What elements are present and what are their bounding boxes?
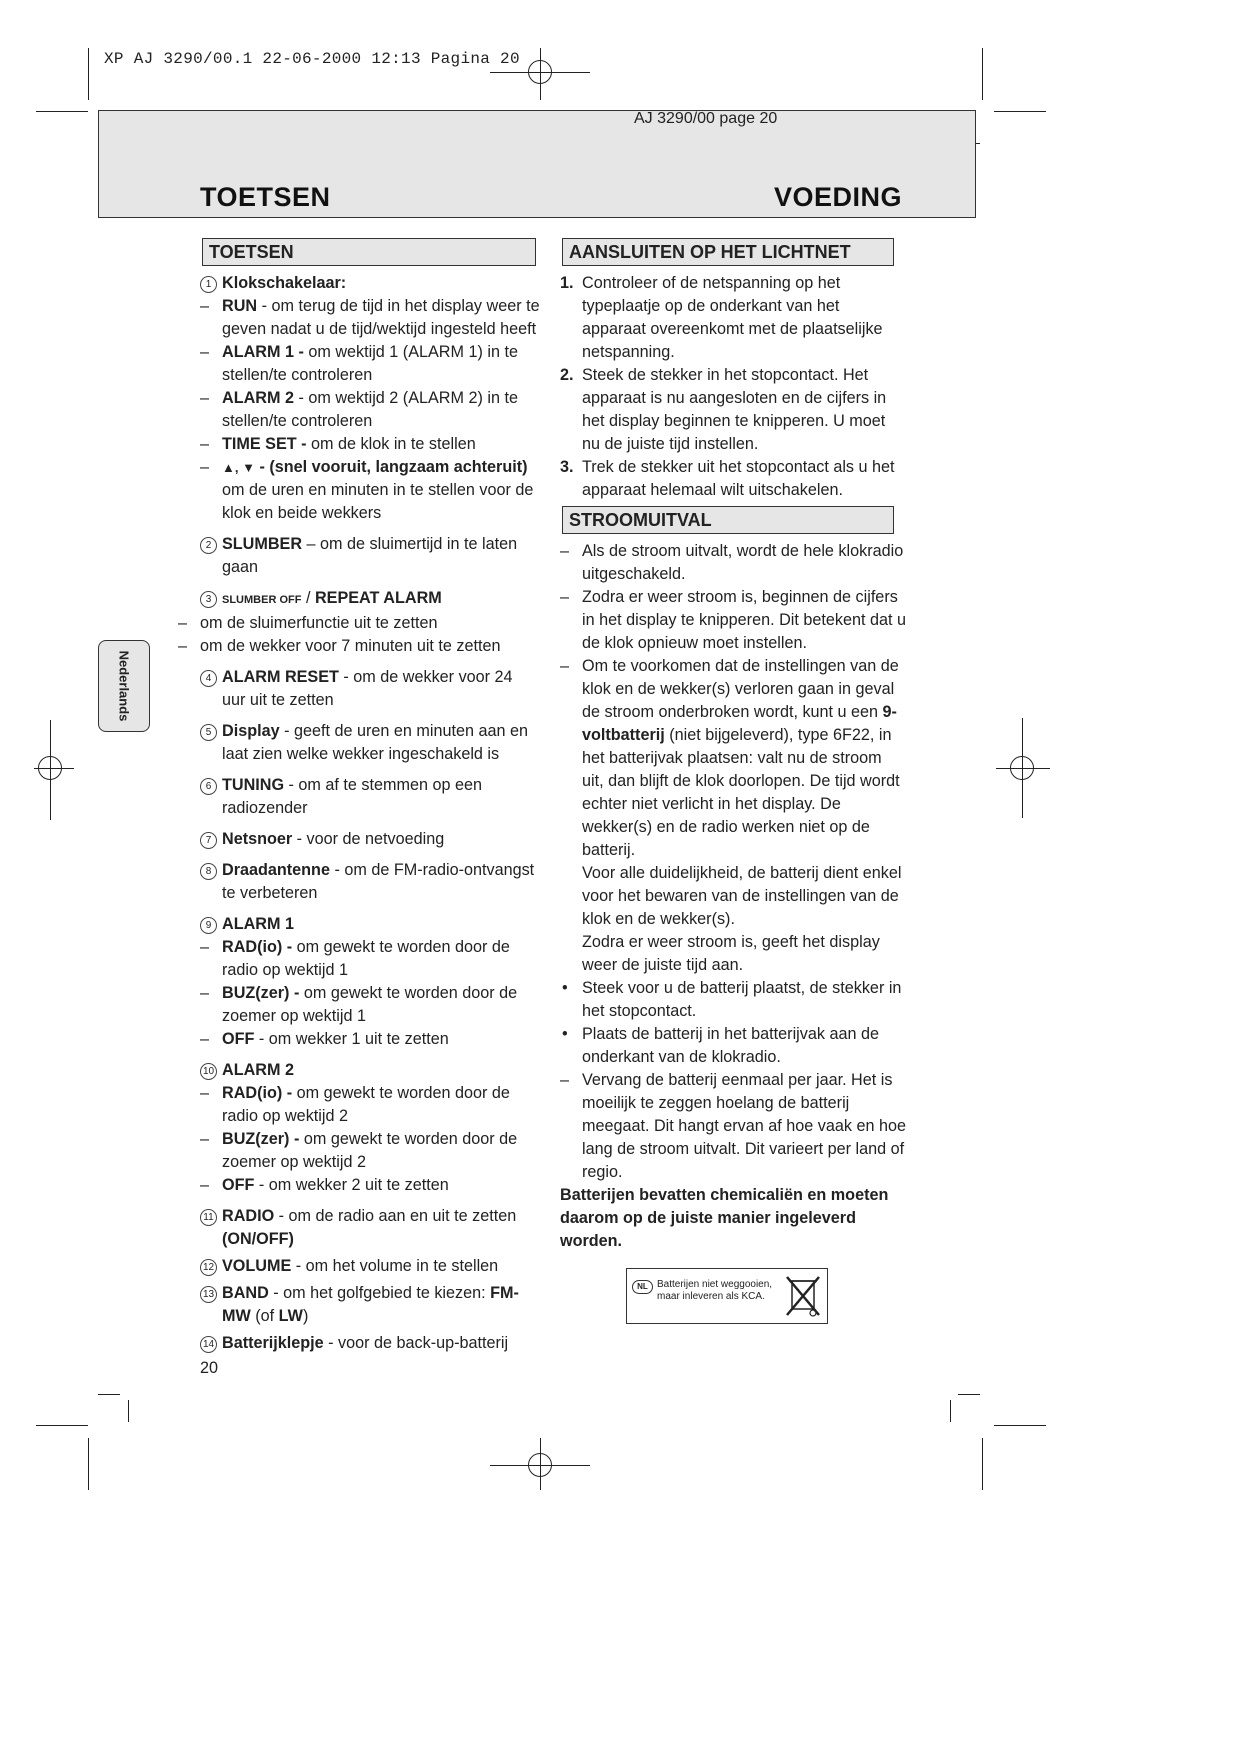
list-item xyxy=(200,387,540,433)
item-text: Controleer of de netspanning op het typeplaatje op de onderkant van het apparaat overeenkomt met de plaatselijke netspanning. xyxy=(582,274,883,361)
list-item xyxy=(200,533,540,579)
item-text: Plaats de batterij in het batterijvak aan de onderkant van de klokradio. xyxy=(582,1025,879,1066)
list-item xyxy=(560,655,906,977)
item-text: Als de stroom uitvalt, wordt de hele klokradio uitgeschakeld. xyxy=(582,542,904,583)
crossed-bin-icon xyxy=(783,1273,823,1319)
list-item xyxy=(200,341,540,387)
list-item xyxy=(560,977,906,1023)
item-number: 1 xyxy=(200,276,217,293)
item-text: Zodra er weer stroom is, beginnen de cijfers in het display te knipperen. Dit betekent dat u de klok opnieuw moet instellen. xyxy=(582,588,906,652)
key-label: LW xyxy=(278,1307,303,1325)
key-label: OFF xyxy=(222,1176,255,1194)
item-number: 10 xyxy=(200,1063,217,1080)
language-tab-label: Nederlands xyxy=(116,650,132,722)
list-item xyxy=(200,859,540,905)
item-text: (of xyxy=(250,1307,279,1325)
item-number: 7 xyxy=(200,832,217,849)
item-number: 5 xyxy=(200,724,217,741)
key-label: ALARM RESET xyxy=(222,668,339,686)
list-item xyxy=(560,540,906,586)
item-text: - om de wekker voor 24 uur uit te zetten xyxy=(222,668,513,709)
item-number: 8 xyxy=(200,863,217,880)
list-item xyxy=(200,1128,540,1174)
item-text: - geeft de uren en minuten aan en laat zien welke wekker ingeschakeld is xyxy=(222,722,528,763)
item-text: - om het golfgebied te kiezen: xyxy=(268,1284,491,1302)
proof-header: XP AJ 3290/00.1 22-06-2000 12:13 Pagina 20 xyxy=(104,50,520,68)
list-item xyxy=(200,1205,540,1251)
separator: / xyxy=(301,589,315,607)
item-number: 6 xyxy=(200,778,217,795)
item-text: - om wekker 1 uit te zetten xyxy=(254,1030,449,1048)
key-label: Display xyxy=(222,722,280,740)
page-reference: AJ 3290/00 page 20 xyxy=(634,110,778,127)
list-item xyxy=(200,982,540,1028)
item-text: - om de FM-radio-ontvangst te verbeteren xyxy=(222,861,535,902)
item-number: 13 xyxy=(200,1286,217,1303)
key-label: - (snel vooruit, langzaam achteruit) xyxy=(254,458,528,476)
list-item xyxy=(200,913,540,936)
item-text: - om wekker 2 uit te zetten xyxy=(254,1176,449,1194)
list-item xyxy=(200,666,540,712)
list-item xyxy=(560,364,906,456)
item-text: Steek de stekker in het stopcontact. Het apparaat is nu aangesloten en de cijfers in het display beginnen te knipperen. U moet nu de juiste tijd instellen. xyxy=(582,366,887,453)
item-text: Om te voorkomen dat de instellingen van de klok en de wekker(s) verloren gaan in geval de stroom onderbroken wordt, kunt u een xyxy=(582,657,899,721)
key-label: (ON/OFF) xyxy=(222,1230,294,1248)
item-text: - om het volume in te stellen xyxy=(291,1257,499,1275)
key-label: VOLUME xyxy=(222,1257,292,1275)
item-text: om gewekt te worden door de radio op wektijd 1 xyxy=(222,938,510,979)
item-text: om de wekker voor 7 minuten uit te zetten xyxy=(200,637,501,655)
list-item xyxy=(200,1282,540,1328)
list-item xyxy=(560,1069,906,1184)
item-number: 14 xyxy=(200,1336,217,1353)
item-title: Klokschakelaar: xyxy=(222,274,347,292)
item-number: 11 xyxy=(200,1209,217,1226)
item-text: - om af te stemmen op een radiozender xyxy=(222,776,482,817)
item-text: - om terug de tijd in het display weer te geven nadat u de tijd/wektijd ingesteld heeft xyxy=(222,297,540,338)
step-number: 2. xyxy=(560,366,574,384)
section-header-lichtnet: AANSLUITEN OP HET LICHTNET xyxy=(562,238,894,266)
list-item xyxy=(200,1028,540,1051)
item-text: om gewekt te worden door de zoemer op wektijd 2 xyxy=(222,1130,518,1171)
mains-steps xyxy=(560,272,906,502)
section-header-toetsen: TOETSEN xyxy=(202,238,536,266)
section-header-stroomuitval: STROOMUITVAL xyxy=(562,506,894,534)
list-item xyxy=(200,272,540,295)
item-text: om gewekt te worden door de radio op wektijd 2 xyxy=(222,1084,510,1125)
item-text: om de sluimerfunctie uit te zetten xyxy=(200,614,438,632)
list-item xyxy=(560,586,906,655)
list-item xyxy=(560,272,906,364)
key-label: Draadantenne xyxy=(222,861,330,879)
key-label: ALARM 2 xyxy=(222,1061,294,1079)
item-text: - voor de netvoeding xyxy=(292,830,445,848)
list-item xyxy=(200,295,540,341)
list-item xyxy=(200,1082,540,1128)
item-text: Voor alle duidelijkheid, de batterij dient enkel voor het bewaren van de instellingen van de klok en de wekker(s). xyxy=(582,864,902,928)
item-text-bold: 9-voltbatterij xyxy=(582,703,897,744)
item-text: ) xyxy=(302,1307,309,1325)
key-label: RAD(io) - xyxy=(222,938,293,956)
list-item xyxy=(200,1332,540,1355)
item-text: Vervang de batterij eenmaal per jaar. Het is moeilijk te zeggen hoelang de batterij meegaat. Dit hangt ervan af hoe vaak en hoe lang de stroom uitvalt. Dit varieert per land of regio. xyxy=(582,1071,906,1181)
item-text: Zodra er weer stroom is, geeft het display weer de juiste tijd aan. xyxy=(582,933,880,974)
page-number: 20 xyxy=(200,1359,219,1377)
item-text: – om de sluimertijd in te laten gaan xyxy=(222,535,518,576)
key-label: SLUMBER xyxy=(222,535,303,553)
key-label: RUN xyxy=(222,297,258,315)
list-item xyxy=(200,456,540,525)
list-item xyxy=(178,635,540,658)
list-item xyxy=(560,1023,906,1069)
item-number: 2 xyxy=(200,537,217,554)
item-text: (niet bijgeleverd), type 6F22, in het batterijvak plaatsen: valt nu de stroom uit, dan blijft de klok doorlopen. De tijd wordt echter niet verlicht in het display. De wekker(s) en de radio werken niet op de batterij. xyxy=(582,726,900,859)
key-label: FM-MW xyxy=(222,1284,519,1325)
list-item xyxy=(200,774,540,820)
item-text: - om wektijd 2 (ALARM 2) in te stellen/te controleren xyxy=(222,389,518,430)
key-label: SLUMBER OFF xyxy=(222,594,302,606)
list-item xyxy=(200,1174,540,1197)
key-label: BUZ(zer) - xyxy=(222,1130,300,1148)
list-item xyxy=(200,1255,540,1278)
battery-disposal-notice xyxy=(626,1268,828,1324)
key-label: Batterijklepje xyxy=(222,1334,324,1352)
list-item xyxy=(200,1059,540,1082)
list-item xyxy=(200,433,540,456)
key-label: RADIO xyxy=(222,1207,275,1225)
battery-warning: Batterijen bevatten chemicaliën en moeten daarom op de juiste manier ingeleverd worden. xyxy=(560,1186,889,1250)
list-item xyxy=(178,612,540,635)
list-item xyxy=(200,936,540,982)
power-failure-list xyxy=(560,540,906,1253)
list-item xyxy=(200,587,540,612)
step-number: 1. xyxy=(560,274,574,292)
item-number: 12 xyxy=(200,1259,217,1276)
list-item xyxy=(560,456,906,502)
nl-badge: NL xyxy=(632,1280,653,1294)
step-number: 3. xyxy=(560,458,574,476)
right-page-title: VOEDING xyxy=(773,182,902,212)
item-number: 9 xyxy=(200,917,217,934)
disposal-line: maar inleveren als KCA. xyxy=(657,1291,765,1302)
key-label: Netsnoer xyxy=(222,830,293,848)
key-label: TUNING xyxy=(222,776,285,794)
key-label: ALARM 2 xyxy=(222,389,294,407)
key-label: BAND xyxy=(222,1284,269,1302)
item-number: 3 xyxy=(200,591,217,608)
item-number: 4 xyxy=(200,670,217,687)
left-page-title: TOETSEN xyxy=(200,182,331,212)
item-text: Steek voor u de batterij plaatst, de stekker in het stopcontact. xyxy=(582,979,902,1020)
item-text: om gewekt te worden door de zoemer op wektijd 1 xyxy=(222,984,518,1025)
list-item xyxy=(200,828,540,851)
disposal-text xyxy=(657,1279,772,1303)
disposal-line: Batterijen niet weggooien, xyxy=(657,1279,773,1290)
key-label: REPEAT ALARM xyxy=(314,589,442,607)
key-label: ALARM 1 xyxy=(222,915,294,933)
key-label: BUZ(zer) - xyxy=(222,984,300,1002)
item-text: - om de radio aan en uit te zetten xyxy=(274,1207,517,1225)
item-text: om de klok in te stellen xyxy=(306,435,476,453)
key-label: ALARM 1 - xyxy=(222,343,304,361)
controls-list xyxy=(200,272,540,1380)
key-label: OFF xyxy=(222,1030,255,1048)
arrow-keys-icon: ▲, ▼ xyxy=(222,460,255,475)
item-text: Trek de stekker uit het stopcontact als u het apparaat helemaal wilt uitschakelen. xyxy=(582,458,895,499)
item-text: - voor de back-up-batterij xyxy=(323,1334,509,1352)
key-label: RAD(io) - xyxy=(222,1084,293,1102)
key-label: TIME SET - xyxy=(222,435,307,453)
item-text: om de uren en minuten in te stellen voor de klok en beide wekkers xyxy=(222,481,534,522)
item-text: om wektijd 1 (ALARM 1) in te stellen/te controleren xyxy=(222,343,518,384)
list-item xyxy=(200,720,540,766)
